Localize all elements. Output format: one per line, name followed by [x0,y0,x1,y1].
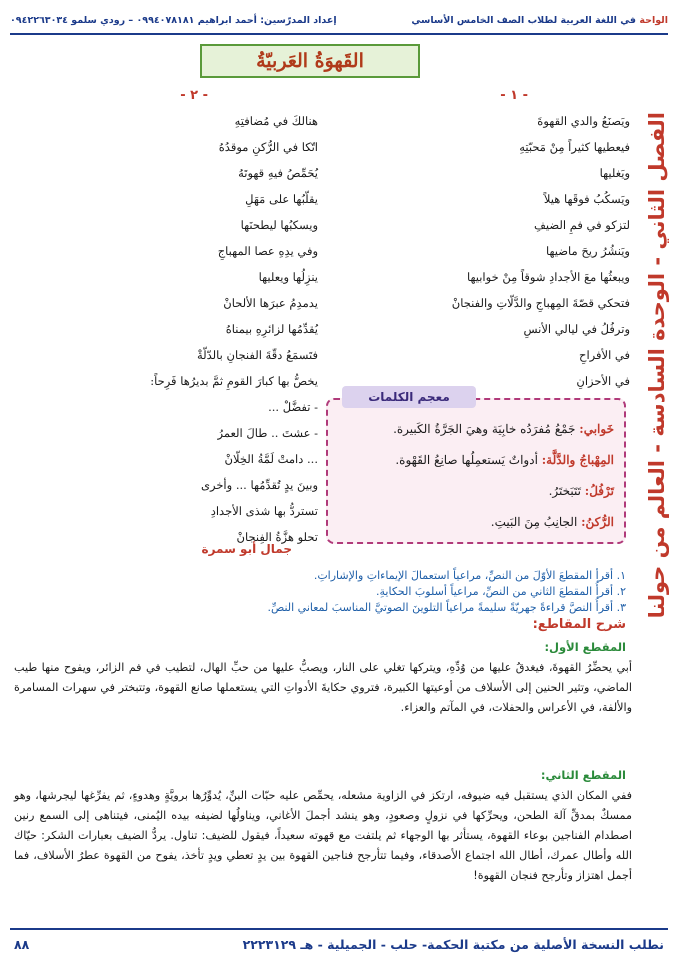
footer-note: نطلب النسخة الأصلية من مكتبة الحكمة- حلب - الجميلية - هـ ٢٢٢٣١٢٩ [242,936,664,952]
vocab-term: خَوابي: [579,422,614,436]
poem-author: جمال أبو سمرة [201,542,292,556]
poem-part2 [88,108,318,550]
poem-line: هنالكَ في مُضافتِهِ [234,114,318,128]
vocab-definition: أدواتٌ يَستعمِلُها صانِعُ القَهْوة. [395,453,542,467]
vocab-definition: تَتَبَختَرُ. [548,484,585,498]
poem-line: فيعطيها كثيراً مِنْ مَحبّتِهِ [519,140,630,154]
poem-line: - عشتَ .. طالَ العمرُ [217,426,318,440]
section1-text: أبي يحضِّرُ القهوةَ، فيغدقُ عليها من وُدِّهِ، ويتركها تغلي على النار، ويصبُّ عليها من حبِّ الهال، لتطيب في فم الزائر، ويفوح منها طيب الماضي، وتثير الحنين إلى الأسلاف من أوعيتها الكبيرة، فتروي حكايةَ الأدواتِ التي يستعملها صانع القهوة، وتتبختر في سهرات المسامرة والألفة، في الأعراس والحفلات، في المآتم والعزاء. [14,661,632,714]
header-subject [411,15,668,26]
poem-line: فتحكي قصّةَ المِهباجِ والدَّلّاتِ والفنجانْ [451,296,630,310]
vocab-term: الرُّكنُ: [581,515,614,529]
vocab-box [326,398,626,544]
poem-line: تستردُّ بها شذى الأجدادِ [210,504,318,518]
poem-line: ويَنشُرُ ريحَ ماضيها [545,244,630,258]
poem-line: فتَسمَعُ دقّةَ الفنجانِ بالدّلّةْ [196,348,318,362]
footer-divider [10,928,668,930]
poem-line: وترفُلُ في ليالي الأنسِ [523,322,630,336]
section1-title: المقطع الأول: [544,640,626,654]
vocab-item [338,476,614,507]
poem-line: وبينَ يدٍ تُقدِّمُها ... وأخرى [200,478,318,492]
poem-line: ... دامتْ لَمَّةُ الخِلّانْ [224,452,318,466]
vocab-title: معجم الكلمات [342,386,476,408]
poem-line: ويسكبُها ليطحنَها [240,218,318,232]
poem-line: اتّكا في الرُّكنِ موقدُهُ [218,140,318,154]
lesson-title: القَهوَةُ العَربيّةُ [200,44,420,78]
poem-line: ويبعثُها معَ الأجدادِ شوقاً مِنْ خوابيها [466,270,630,284]
vocab-definition: جَمْعُ مُفرَدُه خابِيَة وهيَ الجَرَّةُ الكَبيرة. [393,422,580,436]
task-item: ٢. أقرأُ المقطعَ الثاني من النصِّ، مراعياً أسلوبَ الحكايةِ. [376,585,626,598]
teacher-credits: إعداد المدرّسين: أحمد ابراهيم ٠٩٩٤٠٧٨١٨١ – رودي سلمو ٠٩٤٢٢٦٣٠٣٤ [10,14,337,26]
reading-tasks [66,568,626,616]
poem-line: يقلّبُها على مَهَلِ [245,192,318,206]
poem-line: ويَصنَعُ والدي القهوةَ [537,114,630,128]
poem-line: ينزِلُها ويعليها [258,270,318,284]
page-number: ٨٨ [14,936,30,952]
poem-line: يدمدِمُ عبرَها الألحانْ [223,296,318,310]
part1-number: - ١ - [500,88,528,103]
poem-line: وفي يدِهِ عصا المهباجِ [217,244,318,258]
vocab-item [338,445,614,476]
poem-line: يُقدِّمُها لزائرِهِ بيمناهُ [225,322,318,336]
poem-line: في الأحزانِ [576,374,630,388]
poem-line: - تفضَّلْ ... [268,400,318,414]
subject-text: في اللغة العربية لطلاب الصف الخامس الأساسي [411,14,637,26]
poem-part1 [400,108,630,394]
poem-line: يخصُّ بها كبارَ القومِ ثمَّ بديرُها فَرِحاً: [150,374,318,388]
poem-line: في الأفراحِ [579,348,630,362]
section2-title: المقطع الثاني: [540,768,626,782]
poem-line: ويَسكُبُ فوقَها هيلاً [543,192,630,206]
vocab-term: المِهْباجُ والدَّلَّة: [541,453,614,467]
section2-text: ففي المكان الذي يستقبل فيه ضيوفه، ارتكز في الزاوية مشعله، يحمِّص عليه حبّات البنِّ، يُدوِّرُها برويَّةٍ وهدوءٍ، ثم يفرِّغها ليجرشها، وهو ممسكٌ بمدقِّ آلة الطحن، ويحرِّكها في نزولٍ وصعودٍ، وهو ينشد أجملَ الأغاني، ويناولُها لضيفه بيده اليُمنى، فيتناهى إلى السمع رنين اصطدام الفناجين بوعاء القهوة، يستأثر بها الوجهاء ثم يلتفت مع قهوته سعيداً، فيقول للضيف: تناول. يردُّ الضيف بعبارات الشكر: حيّاك الله وأطال عمرك، أطال الله اجتماع الأصدقاء، وفيما تتأرجح فناجين القهوة بين يدٍ تعطي ويدٍ تأخذ، يفوح من القهوة عطرُ الأسلاف، فما أجمل اهتزاز وتأرجح فنجان القهوة! [14,789,632,882]
poem-line: ويَغليها [599,166,630,180]
part2-number: - ٢ - [180,88,208,103]
side-banner [642,40,672,690]
poem-line: يُحَمِّصُ فيهِ قهوتَهُ [238,166,318,180]
vocab-definition: الجانِبُ مِنَ البَيتِ. [490,515,582,529]
page-header [10,8,668,32]
explanation-title: شرح المقاطع: [532,617,626,632]
header-divider [10,33,668,35]
poem-line: لتزكو في فمِ الضيفِ [534,218,630,232]
task-item: ١. أقرأ المقطعَ الأوّلَ من النصِّ، مراعياً استعمالَ الإيماءاتِ والإشاراتِ. [313,569,626,582]
brand-name: الواحة [639,14,668,26]
vocab-item [338,414,614,445]
poem-line: تحلو هزَّةُ الفِنجانْ [236,530,318,544]
unit-title: الفصل الثاني - الوحدة السادسة - العالم من حولنا [645,111,669,619]
task-item: ٣. أقرأُ النصَّ قراءةً جهريّةً سليمةً مراعياً التلوينَ الصوتيَّ المناسبَ لمعاني النصِّ. [267,601,626,614]
page-footer [14,934,664,954]
vocab-term: تَرْفُلُ: [584,484,614,498]
vocab-item [338,507,614,538]
